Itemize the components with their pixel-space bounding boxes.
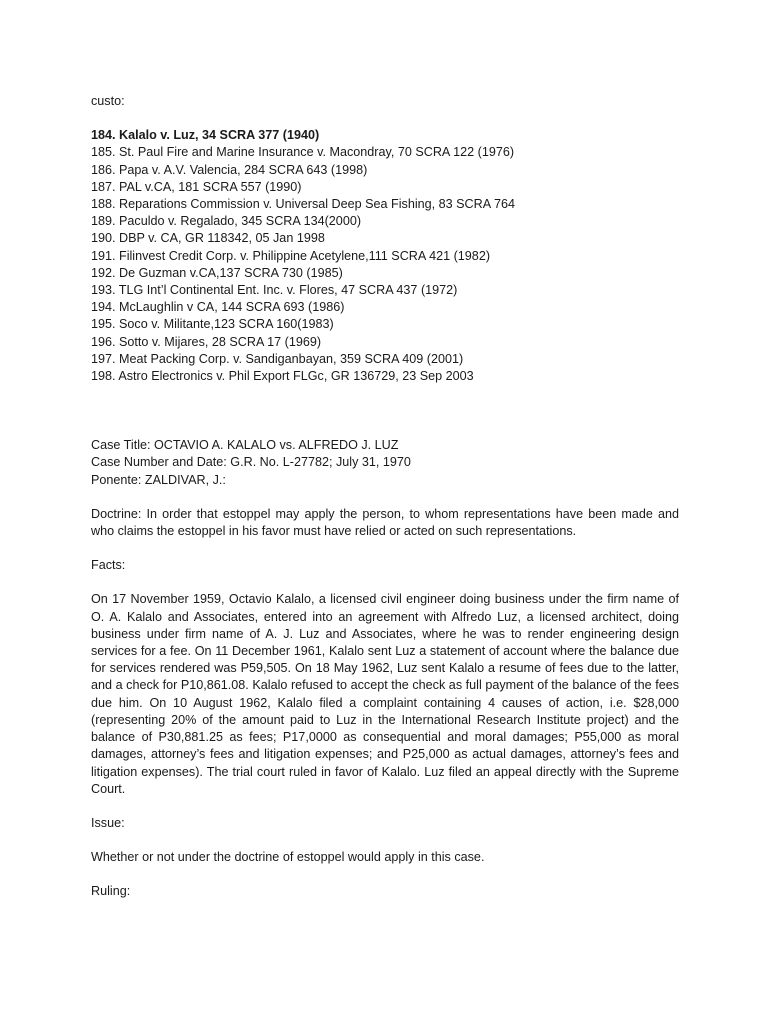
case-list-item: 189. Paculdo v. Regalado, 345 SCRA 134(2000) [91,214,362,229]
spacer [91,866,679,883]
case-title: Case Title: OCTAVIO A. KALALO vs. ALFREDO J. LUZ [91,438,399,453]
case-list-item: 198. Astro Electronics v. Phil Export FLGc, GR 136729, 23 Sep 2003 [91,369,474,384]
spacer [91,798,679,815]
spacer [91,540,679,557]
case-list-item: 195. Soco v. Militante,123 SCRA 160(1983) [91,317,334,332]
case-list-item: 188. Reparations Commission v. Universal Deep Sea Fishing, 83 SCRA 764 [91,197,515,212]
case-list-item: 184. Kalalo v. Luz, 34 SCRA 377 (1940) [91,128,320,143]
section-heading: custo: [91,94,125,108]
case-list-item: 196. Sotto v. Mijares, 28 SCRA 17 (1969) [91,334,322,349]
issue-paragraph: Whether or not under the doctrine of estoppel would apply in this case. [91,850,485,865]
case-ponente: Ponente: ZALDIVAR, J.: [91,472,226,487]
case-list-item: 197. Meat Packing Corp. v. Sandiganbayan, 359 SCRA 409 (2001) [91,351,464,366]
case-number-date: Case Number and Date: G.R. No. L-27782; July 31, 1970 [91,455,411,470]
doctrine-paragraph: Doctrine: In order that estoppel may apply the person, to whom representations have been made and who claims the estoppel in his favor must have relied or acted on such representations. [91,506,679,539]
spacer [91,489,679,506]
issue-label: Issue: [91,815,125,830]
document-content [91,93,679,901]
case-list-item: 191. Filinvest Credit Corp. v. Philippine Acetylene,111 SCRA 421 (1982) [91,248,491,263]
case-list [91,127,679,385]
ruling-label: Ruling: [91,884,131,899]
case-list-item: 190. DBP v. CA, GR 118342, 05 Jan 1998 [91,231,325,246]
spacer [91,574,679,591]
spacer [91,385,679,437]
case-list-item: 185. St. Paul Fire and Marine Insurance v. Macondray, 70 SCRA 122 (1976) [91,145,515,160]
facts-label: Facts: [91,558,126,573]
case-list-item: 192. De Guzman v.CA,137 SCRA 730 (1985) [91,265,343,280]
spacer [91,832,679,849]
case-list-item: 193. TLG Int’l Continental Ent. Inc. v. Flores, 47 SCRA 437 (1972) [91,283,458,298]
case-list-item: 186. Papa v. A.V. Valencia, 284 SCRA 643 (1998) [91,162,368,177]
facts-paragraph: On 17 November 1959, Octavio Kalalo, a licensed civil engineer doing business under the firm name of O. A. Kalalo and Associates, entered into an agreement with Alfredo Luz, a licensed architect, doing business under firm name of A. J. Luz and Associates, where he was to render engineering design services for a fee. On 11 December 1961, Kalalo sent Luz a statement of account where the balance due for services rendered was P59,505. On 18 May 1962, Luz sent Kalalo a resume of fees due to the latter, and a check for P10,861.08. Kalalo refused to accept the check as full payment of the balance of the fees due him. On 10 August 1962, Kalalo filed a complaint containing 4 causes of action, i.e. $28,000 (representing 20% of the amount paid to Luz in the International Research Institute project) and the balance of P30,881.25 as fees; P17,0000 as consequential and moral damages; P55,000 as moral damages, attorney’s fees and litigation expenses; and P25,000 as actual damages, attorney’s fees and litigation expenses). The trial court ruled in favor of Kalalo. Luz filed an appeal directly with the Supreme Court. [91,592,679,796]
case-list-item: 187. PAL v.CA, 181 SCRA 557 (1990) [91,179,302,194]
case-list-item: 194. McLaughlin v CA, 144 SCRA 693 (1986) [91,300,345,315]
